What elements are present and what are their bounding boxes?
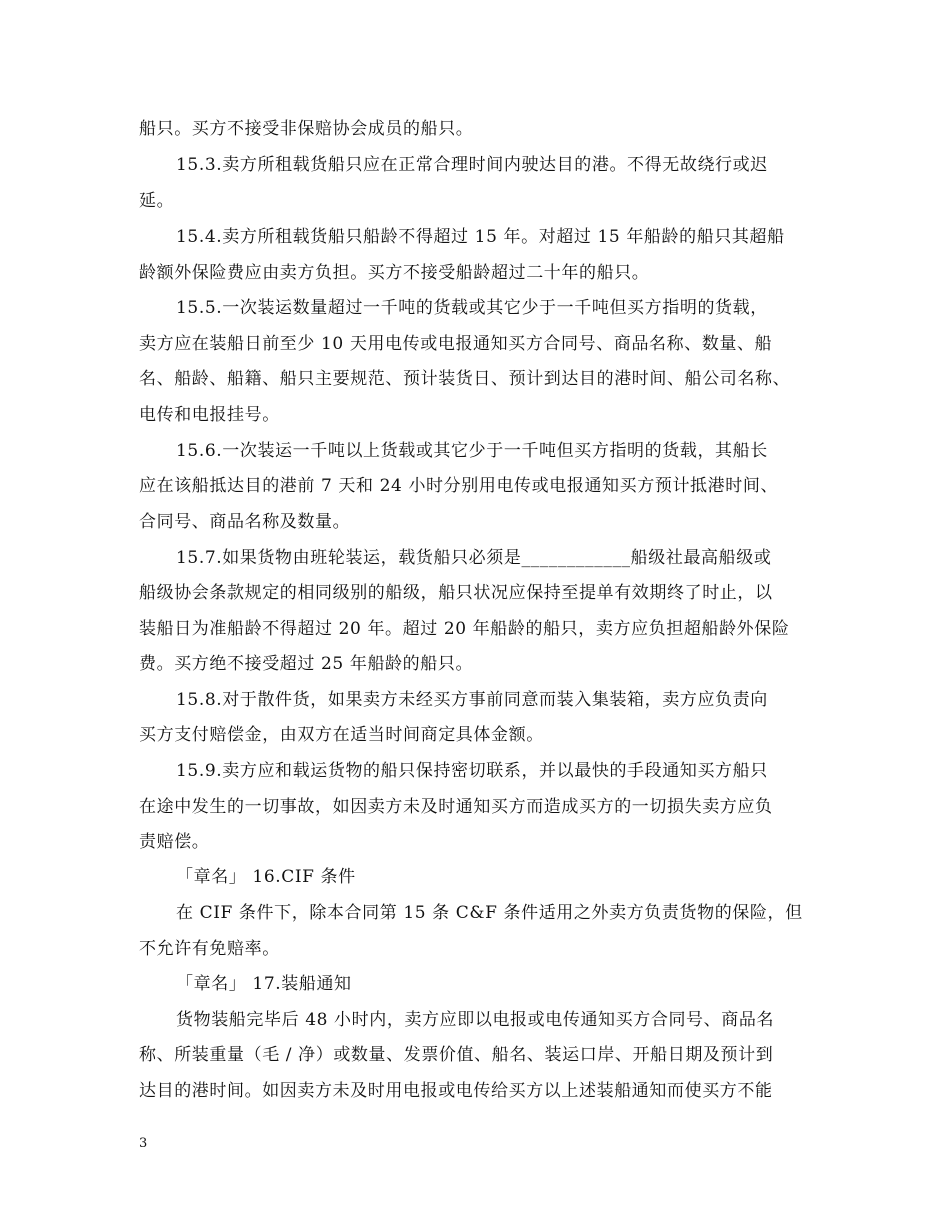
text-line: 延。 <box>139 191 175 211</box>
text-line: 应在该船抵达目的港前 7 天和 24 小时分别用电传或电报通知买方预计抵港时间、 <box>139 476 779 496</box>
text-line: 不允许有免赔率。 <box>139 939 280 959</box>
text-line: 15.6.一次装运一千吨以上货载或其它少于一千吨但买方指明的货载，其船长 <box>176 441 768 461</box>
text-line: 责赔偿。 <box>139 832 210 852</box>
text-line: 15.9.卖方应和载运货物的船只保持密切联系，并以最快的手段通知买方船只 <box>176 761 768 781</box>
text-line: 达目的港时间。如因卖方未及时用电报或电传给买方以上述装船通知而使买方不能 <box>139 1081 773 1101</box>
text-line: 船只。买方不接受非保赔协会成员的船只。 <box>139 119 474 139</box>
text-line: 在途中发生的一切事故，如因卖方未及时通知买方而造成买方的一切损失卖方应负 <box>139 797 773 817</box>
text-line: 龄额外保险费应由卖方负担。买方不接受船龄超过二十年的船只。 <box>139 263 650 283</box>
page-number: 3 <box>139 1136 148 1151</box>
text-line: 船级协会条款规定的相同级别的船级，船只状况应保持至提单有效期终了时止，以 <box>139 583 773 603</box>
text-line: 费。买方绝不接受超过 25 年船龄的船只。 <box>139 654 474 674</box>
text-line: 15.7.如果货物由班轮装运，载货船只必须是____________船级社最高船级或 <box>176 548 772 568</box>
text-line: 称、所装重量（毛 / 净）或数量、发票价值、船名、装运口岸、开船日期及预计到 <box>139 1045 774 1065</box>
text-line: 15.3.卖方所租载货船只应在正常合理时间内驶达目的港。不得无故绕行或迟 <box>176 155 768 175</box>
chapter-heading: 「章名」 16.CIF 条件 <box>176 867 356 887</box>
text-line: 电传和电报挂号。 <box>139 405 280 425</box>
chapter-heading: 「章名」 17.装船通知 <box>176 974 352 994</box>
text-line: 货物装船完毕后 48 小时内，卖方应即以电报或电传通知买方合同号、商品名 <box>176 1010 775 1030</box>
text-line: 15.8.对于散件货，如果卖方未经买方事前同意而装入集装箱，卖方应负责向 <box>176 690 768 710</box>
text-line: 合同号、商品名称及数量。 <box>139 512 351 532</box>
text-line: 装船日为准船龄不得超过 20 年。超过 20 年船龄的船只，卖方应负担超船龄外保险 <box>139 619 790 639</box>
text-line: 在 CIF 条件下，除本合同第 15 条 C&F 条件适用之外卖方负责货物的保险，但 <box>176 903 803 923</box>
text-line: 买方支付赔偿金，由双方在适当时间商定具体金额。 <box>139 725 544 745</box>
text-line: 15.4.卖方所租载货船只船龄不得超过 15 年。对超过 15 年船龄的船只其超船 <box>176 227 785 247</box>
text-line: 名、船龄、船籍、船只主要规范、预计装货日、预计到达目的港时间、船公司名称、 <box>139 369 791 389</box>
text-line: 15.5.一次装运数量超过一千吨的货载或其它少于一千吨但买方指明的货载， <box>176 298 768 318</box>
text-line: 卖方应在装船日前至少 10 天用电传或电报通知买方合同号、商品名称、数量、船 <box>139 334 773 354</box>
